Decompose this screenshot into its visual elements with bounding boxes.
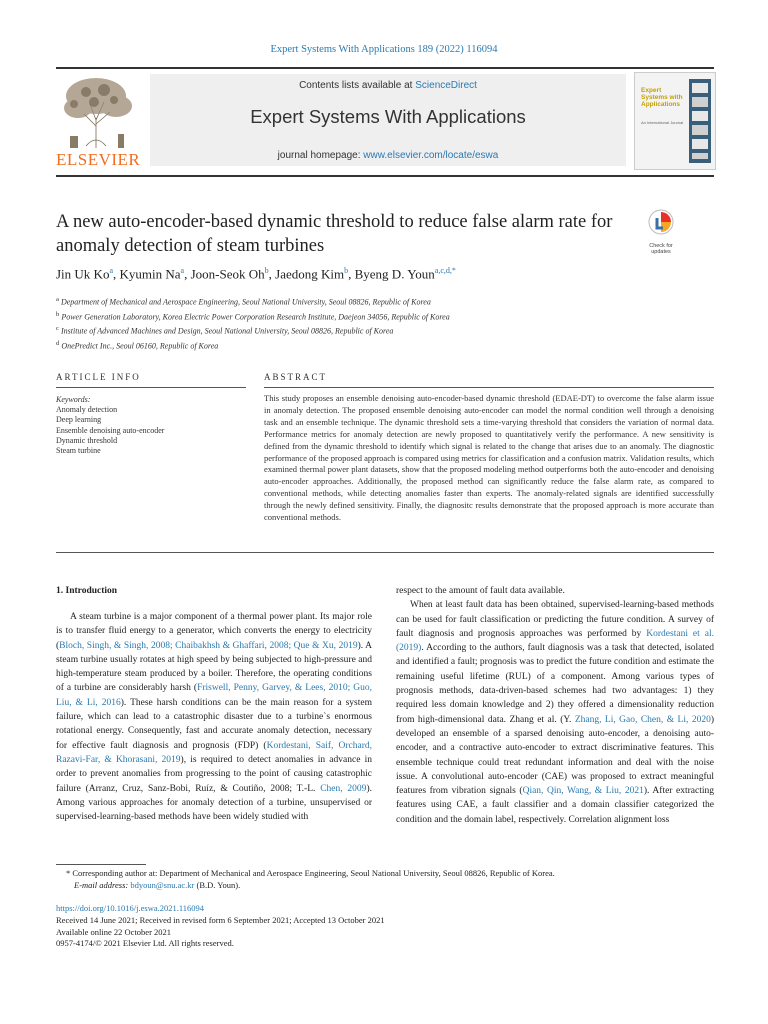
author[interactable]: Joon-Seok Oh	[190, 266, 265, 282]
citation-link[interactable]: Bloch, Singh, & Singh, 2008; Chaibakhsh & Ghaffari, 2008; Que & Xu, 2019	[59, 640, 358, 651]
affiliation	[56, 294, 716, 309]
text-run: ). A steam turbine usually rotates at high speed by being subjected to high-pressure and high-temperature steam produced by a boiler. Therefore, the operating conditions of a turbine are considerably harsh (	[56, 640, 373, 694]
author-list: Jin Uk Ko$^a$, Kyumin Na$^a$, Joon-Seok Oh$^b$, Jaedong Kim$^b$, Byeng D. Youn$^{a,c,d,*}$	[56, 266, 456, 282]
citation-link[interactable]: Friswell, Penny, Garvey, & Lees, 2010; Guo, Liu, & Li, 2016	[56, 683, 373, 708]
affiliation-text: Department of Mechanical and Aerospace Engineering, Seoul National University, Seoul 08826, Republic of Korea	[60, 297, 431, 307]
paper-title: A new auto-encoder-based dynamic threshold to reduce false alarm rate for anomaly detection of steam turbines	[56, 212, 613, 256]
journal-cover-thumbnail[interactable]	[634, 72, 716, 170]
affiliation-sup: a	[56, 296, 59, 303]
contents-prefix: Contents lists available at	[299, 80, 416, 91]
affiliations	[56, 294, 716, 353]
email-suffix: (B.D. Youn).	[194, 879, 241, 890]
author-affil-sup[interactable]: b	[344, 266, 349, 275]
doi-link[interactable]: https://doi.org/10.1016/j.eswa.2021.116094	[56, 903, 205, 913]
affiliation-text: Institute of Advanced Machines and Design, Seoul National University, Seoul 08826, Republic of Korea	[60, 326, 394, 336]
abstract-text: This study proposes an ensemble denoising auto-encoder-based dynamic threshold (EDAE-DT) to overcome the false alarm issue in anomaly detection. The proposed ensemble denoising auto-encoder can model the normal condition well through a denoising task and an ensemble technique. The dynamic threshold sets a time-varying threshold that considers the variation of normal data. Performance metrics for anomaly detection are newly proposed to quantitatively verify the performance. A new sensitivity is defined from the dynamic threshold to identify which signal is related to the change that arises due to an anomaly. The diagnostic performance of the proposed approach is compared using metrics for classification and a confusion matrix. Validation results, which examined thermal power plant datasets, show that the proposed modeling method outperforms both the auto-encoder and denoising auto-encoder approaches. Additionally, the proposed method can significantly reduce the false alarm rate, as compared to conventional methods, while detecting anomalies faster than experts. The anomaly-related signals are identified successfully through the newly defined sensitivity. Finally, the diagnositc results demonstrate that the proposed approach is more accurate than conventional methods.	[264, 393, 714, 523]
footnote-divider	[56, 864, 146, 865]
keywords-block	[56, 395, 246, 456]
footnote-mark: *	[66, 868, 71, 878]
citation-link[interactable]: Qian, Qin, Wang, & Liu, 2021	[522, 786, 644, 797]
affiliation-sup: b	[56, 310, 60, 318]
affiliation-text: Power Generation Laboratory, Korea Electric Power Corporation Research Institute, Daejeon 34056, Republic of Korea	[61, 312, 450, 322]
author[interactable]: Jin Uk Ko	[56, 266, 110, 282]
cover-title: Expert Systems with Applications	[641, 87, 683, 108]
affiliation-sup: d	[56, 339, 60, 347]
author-affil-sup[interactable]: a	[109, 266, 114, 275]
affiliation	[56, 309, 716, 324]
homepage-link[interactable]: www.elsevier.com/locate/eswa	[363, 150, 499, 161]
copyright: 0957-4174/© 2021 Elsevier Ltd. All rights reserved.	[56, 938, 234, 949]
text-run: ). Among various approaches for anomaly detection of a turbine, unsupervised or supervised-learning-based methods have been widely studied with	[56, 783, 372, 823]
affiliation-text: OnePredict Inc., Seoul 06160, Republic of Korea	[61, 341, 219, 351]
cover-subtitle: An International Journal	[641, 120, 684, 125]
text-run: . According to the authors, fault diagnosis was a task that detected, isolated and identified a fault; prognosis was to predict the future condition and estimate the remaining useful lifetime (RUL) of a component. Among various types of prognosis methods, data-driven-based schemes had two advantages: 1) they required less domain knowledge and 2) they offered a dimensionality reduction from high-dimensional data. Zhang et al. (Y.	[396, 643, 714, 725]
corresponding-author-footnote	[56, 868, 716, 892]
author-affil-sup[interactable]: a,c,d,*	[434, 266, 456, 275]
email-label: E-mail address:	[74, 879, 131, 890]
check-updates-label: Check for updates	[649, 243, 673, 255]
body-paragraph	[56, 610, 372, 824]
body-column-right	[396, 584, 714, 827]
check-updates-icon	[643, 208, 679, 238]
citation-link[interactable]: Kordestani, Saif, Orchard, Razavi-Far, & Khorasani, 2019	[56, 740, 372, 765]
homepage-prefix: journal homepage:	[277, 150, 364, 161]
text-run: ), is required to detect anomalies in advance in order to prevent anomalies from progressing to the point of causing catastrophic failure (Arranz, Cruz, Sanz-Bobi, Ruíz, & Coutiño, 2008; T.-L.	[56, 754, 372, 794]
journal-homepage-line	[150, 150, 626, 161]
sciencedirect-link[interactable]: ScienceDirect	[415, 80, 477, 91]
abstract-heading: ABSTRACT	[264, 372, 328, 382]
article-info-divider	[56, 387, 246, 388]
contents-available-line	[150, 80, 626, 91]
elsevier-wordmark: ELSEVIER	[56, 150, 141, 169]
check-for-updates-badge[interactable]	[643, 208, 679, 255]
author[interactable]: Byeng D. Youn	[354, 266, 435, 282]
author-affil-sup[interactable]: b	[264, 266, 269, 275]
keyword: Deep learning	[56, 415, 102, 425]
available-online: Available online 22 October 2021	[56, 926, 172, 937]
journal-title: Expert Systems With Applications	[250, 106, 526, 127]
text-run: When at least fault data has been obtained, supervised-learning-based methods can be used for fault classification or predicting the future condition. A survey of fault diagnosis and prognosis approaches was performed by	[396, 600, 714, 639]
text-run: ). After extracting features using CAE, a fault classifier and a domain classifier categorized the condition and the domain label, respectively. Correlation alignment loss	[396, 786, 714, 825]
affiliation	[56, 338, 716, 353]
email-link[interactable]: bdyoun@snu.ac.kr	[130, 879, 195, 890]
footnote-text: Corresponding author at: Department of Mechanical and Aerospace Engineering, Seoul National University, Seoul 08826, Republic of Korea.	[70, 868, 555, 878]
abstract-divider	[264, 387, 714, 388]
text-run: ). These harsh conditions can be the main reason for a system failure, which can lead to a catastrophic disaster due to a turbine`s enormous rotational energy. Consequently, fast and accurate anomaly detection, necessary for effective fault diagnosis and prognosis (FDP) (	[56, 697, 372, 751]
article-info-heading: ARTICLE INFO	[56, 372, 141, 382]
citation-link[interactable]: Chen, 2009	[320, 783, 367, 794]
received-dates: Received 14 June 2021; Received in revised form 6 September 2021; Accepted 13 October 2021	[56, 914, 385, 925]
cover-graphic-icon	[689, 79, 711, 163]
article-metadata	[56, 903, 716, 950]
keywords-label: Keywords:	[56, 395, 91, 404]
affiliation-sup: c	[56, 325, 59, 333]
keyword: Ensemble denoising auto-encoder	[56, 425, 165, 435]
affiliation	[56, 323, 716, 338]
introduction-heading: 1. Introduction	[56, 586, 118, 596]
text-run: A steam turbine is a major component of a thermal power plant. Its major role is to transfer fluid energy to a generator, which converts the energy to electricity (	[56, 612, 372, 651]
keyword: Steam turbine	[56, 446, 101, 456]
journal-reference[interactable]: Expert Systems With Applications 189 (2022) 116094	[270, 44, 498, 55]
body-column-left	[56, 610, 372, 824]
body-paragraph: respect to the amount of fault data available.	[396, 586, 565, 596]
keyword: Anomaly detection	[56, 405, 118, 415]
author-affil-sup[interactable]: a	[180, 266, 185, 275]
abstract-bottom-divider	[56, 552, 714, 553]
text-run: ) developed an ensemble of a sparsed denoising auto-encoder, a denoising auto-encoder, and a contractive auto-encoder to extract discriminative features. This ensemble technique could treat redundant information and deal with the noise issue. A convolutional auto-encoder (CAE) was proposed to extract meaningful features from vibration signals (	[396, 714, 714, 797]
author[interactable]: Jaedong Kim	[275, 266, 345, 282]
keyword: Dynamic threshold	[56, 435, 118, 445]
author[interactable]: Kyumin Na	[119, 266, 181, 282]
citation-link[interactable]: Kordestani et al. (2019)	[396, 628, 714, 654]
body-paragraph	[396, 598, 714, 827]
citation-link[interactable]: Zhang, Li, Gao, Chen, & Li, 2020	[574, 714, 711, 725]
